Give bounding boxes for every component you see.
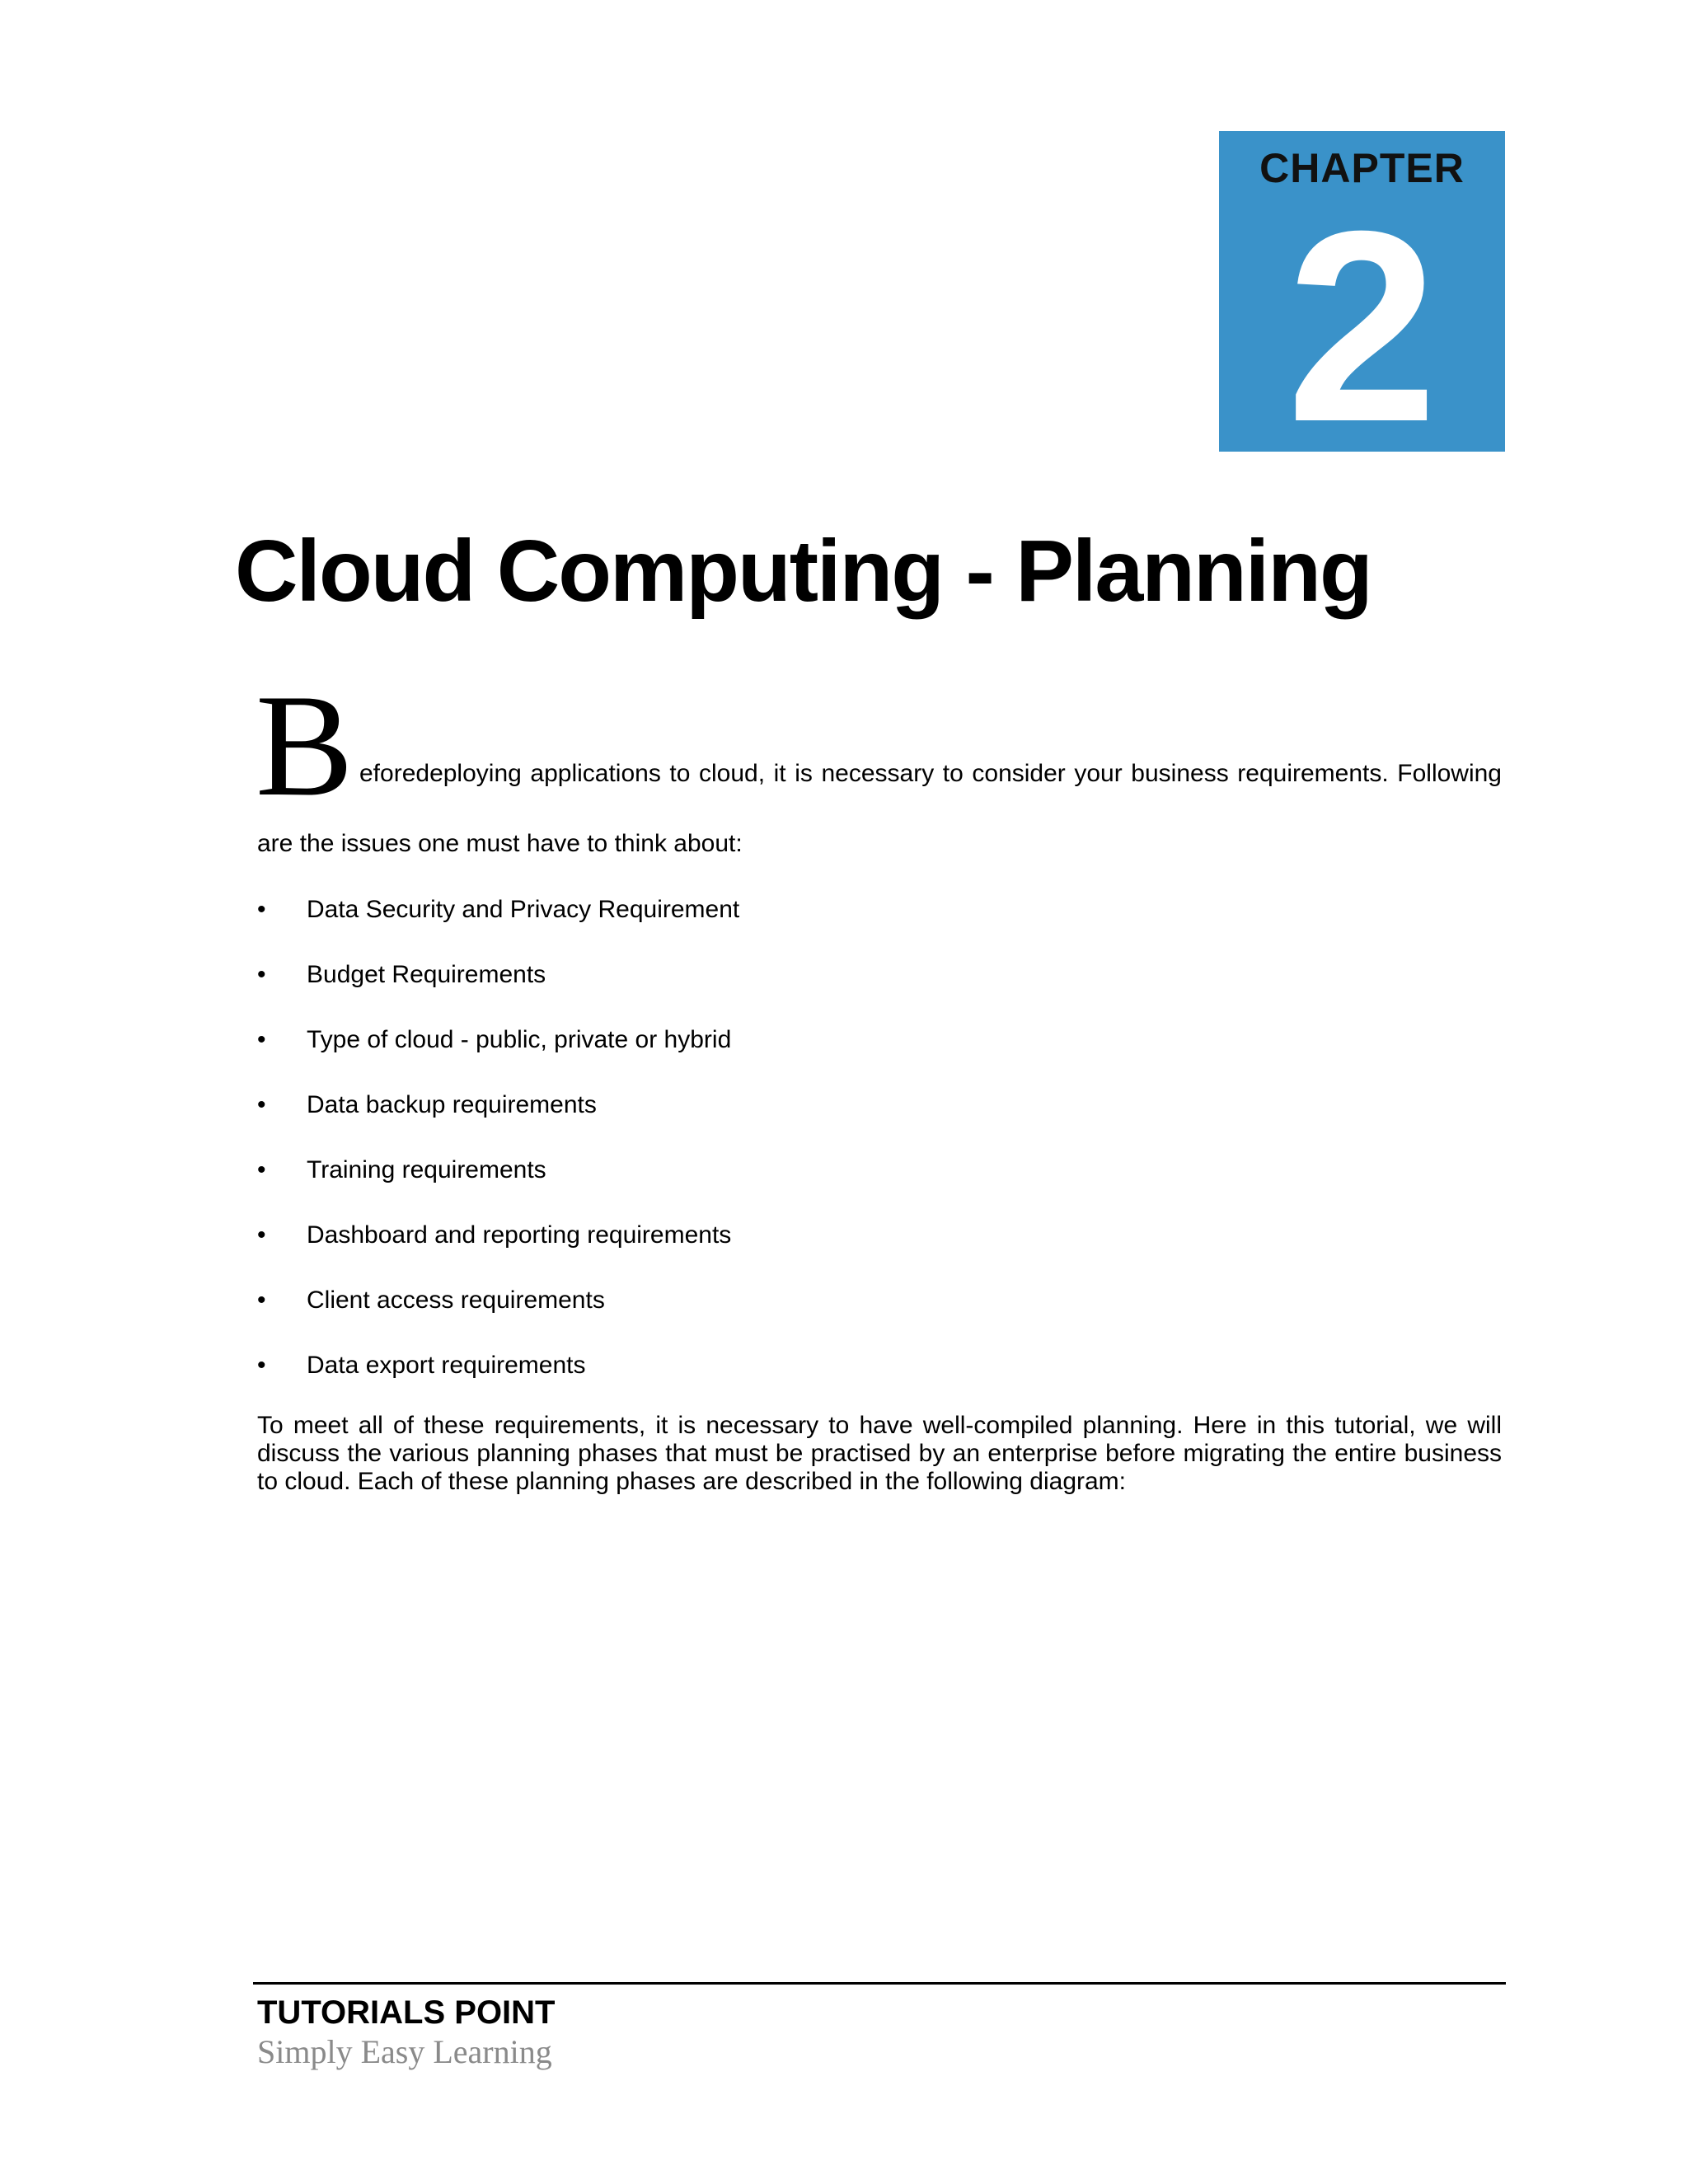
list-item-text: Data Security and Privacy Requirement [307,896,740,923]
chapter-number: 2 [1286,174,1438,478]
bullet-icon: • [257,1156,266,1183]
list-item-text: Budget Requirements [307,961,546,988]
bullet-icon: • [257,1286,266,1314]
bullet-icon: • [257,961,266,988]
closing-paragraph: To meet all of these requirements, it is necessary to have well-compiled planning. Here in this tutorial, we will discuss the various planning phases that must be practised by an enterprise before migrating the entire business to cloud. Each of these planning phases are described in the following diagram: [257,1412,1502,1495]
list-item-text: Training requirements [307,1156,546,1183]
footer-tagline: Simply Easy Learning [257,2033,552,2070]
chapter-label: CHAPTER [1259,145,1465,191]
drop-cap: B [256,663,354,827]
chapter-badge [1219,131,1505,478]
list-item-text: Dashboard and reporting requirements [307,1221,732,1249]
page-title: Cloud Computing - Planning [235,523,1372,620]
footer-divider [253,1982,1506,1985]
intro-text-line-2: are the issues one must have to think about: [257,830,743,857]
bullet-icon: • [257,1091,266,1118]
footer-brand: TUTORIALS POINT [257,1994,556,2031]
bullet-icon: • [257,1221,266,1249]
list-item-text: Client access requirements [307,1286,605,1314]
bullet-icon: • [257,896,266,923]
bullet-icon: • [257,1026,266,1053]
intro-text-line-1: eforedeploying applications to cloud, it is necessary to consider your business requirements. Following [359,760,1502,787]
list-item-text: Type of cloud - public, private or hybrid [307,1026,732,1053]
list-item-text: Data export requirements [307,1352,586,1379]
bullet-icon: • [257,1352,266,1379]
list-item-text: Data backup requirements [307,1091,597,1118]
